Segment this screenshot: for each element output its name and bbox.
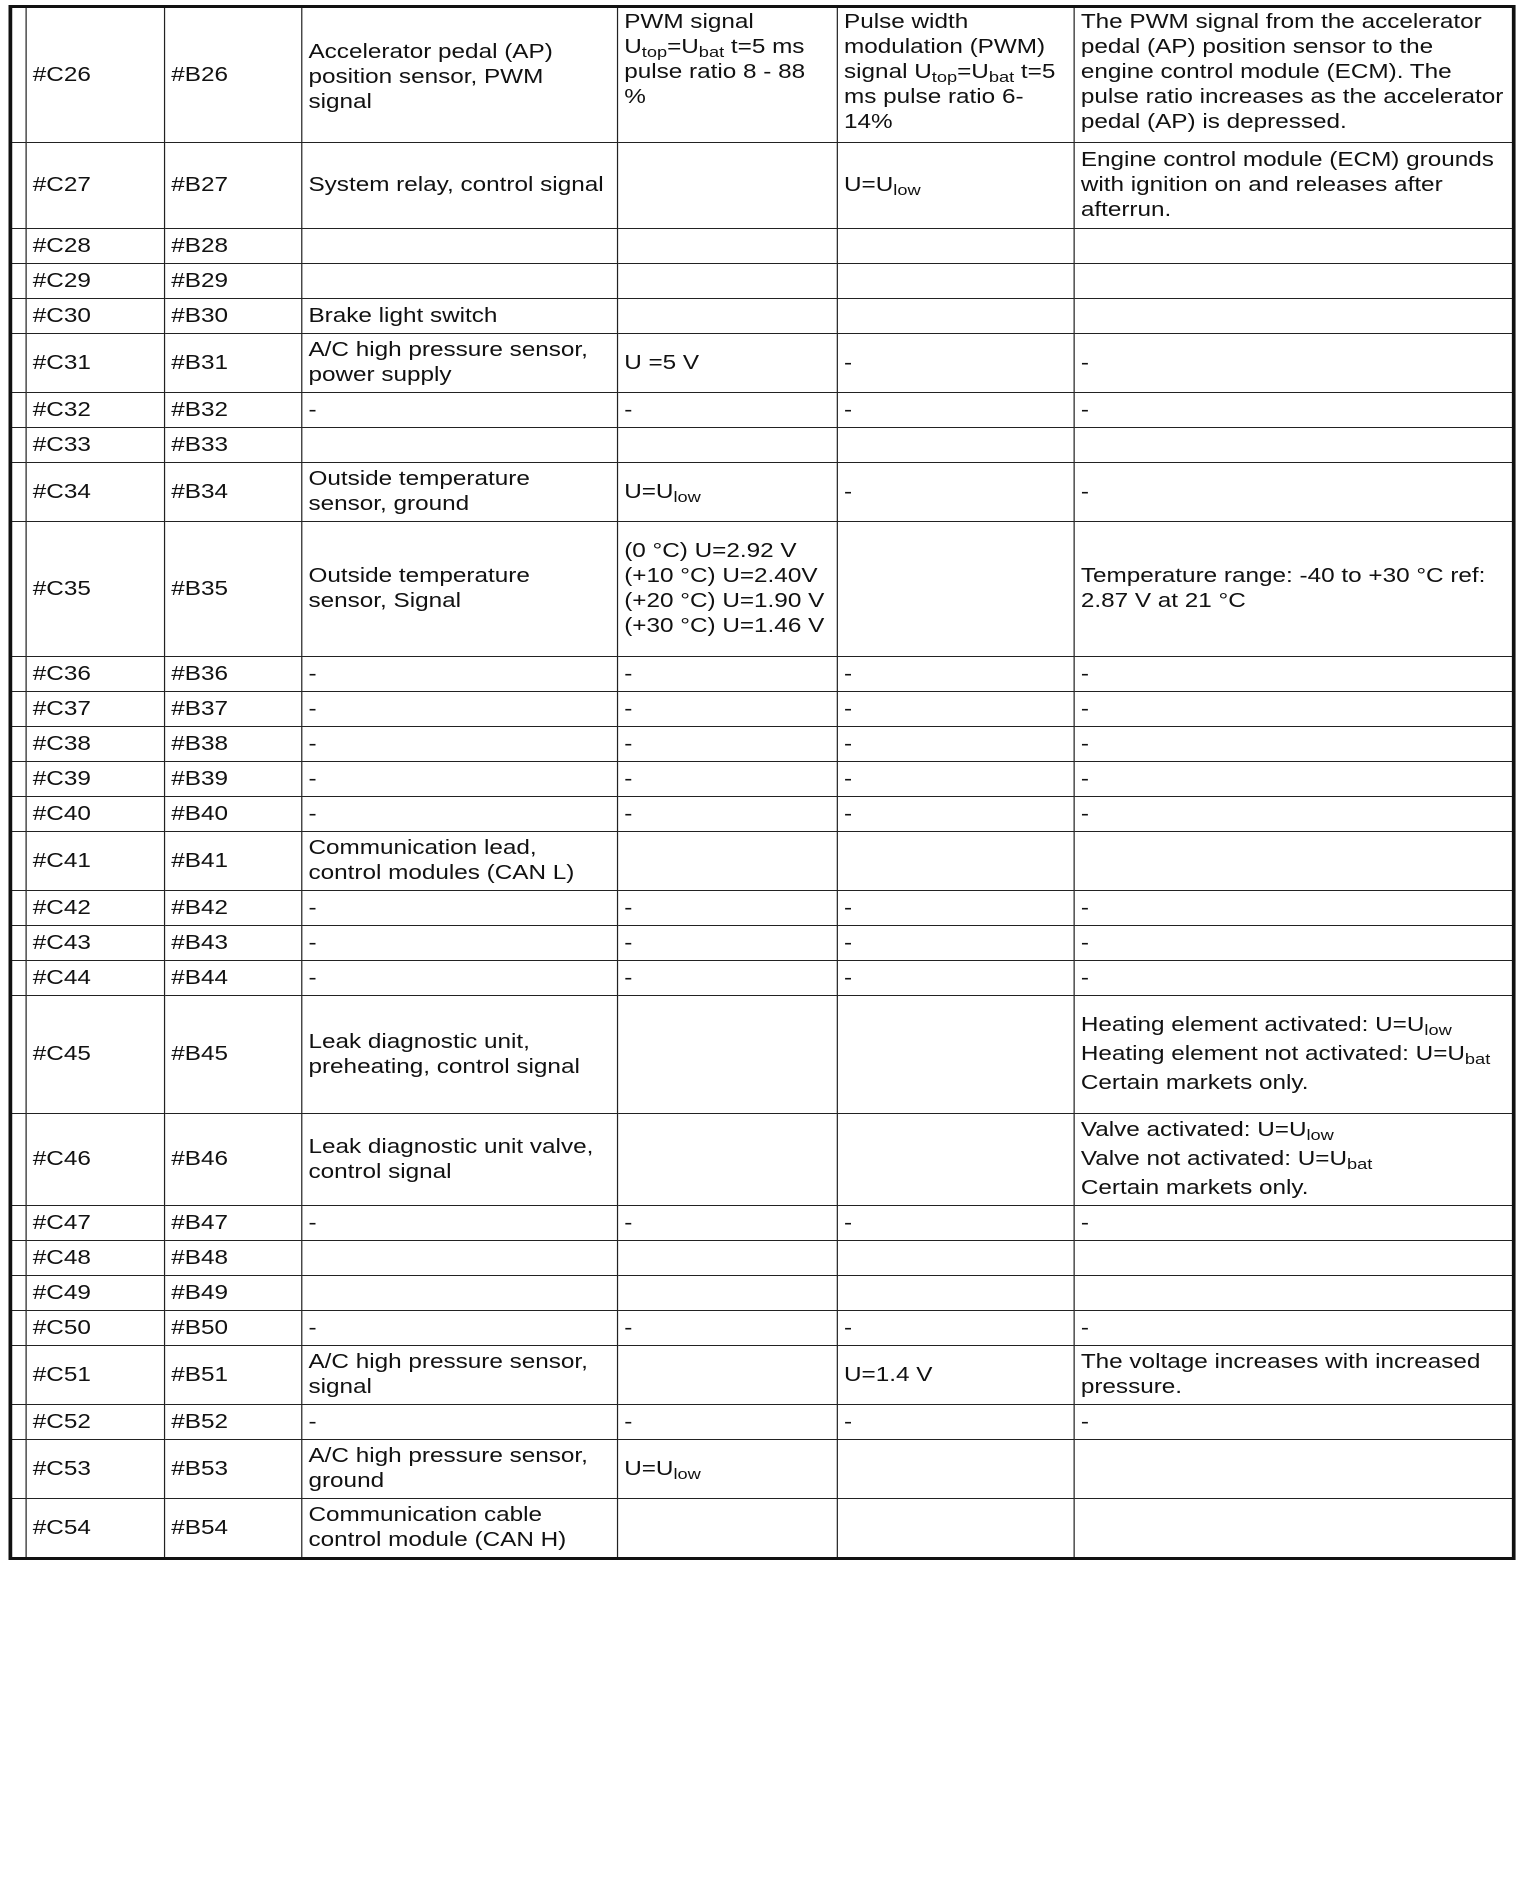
pin-b-cell: #B46 xyxy=(165,1114,302,1206)
table-row xyxy=(12,1499,1513,1558)
value-2-cell xyxy=(837,832,1074,891)
pin-b-cell: #B51 xyxy=(165,1346,302,1405)
description-cell: - xyxy=(302,727,618,762)
row-margin-cell xyxy=(12,996,27,1114)
description-cell: Communication lead, control modules (CAN L) xyxy=(302,832,618,891)
pin-b-cell: #B38 xyxy=(165,727,302,762)
table-row xyxy=(12,522,1513,657)
pin-b-cell: #B35 xyxy=(165,522,302,657)
pin-b-cell: #B26 xyxy=(165,8,302,143)
table-row xyxy=(12,264,1513,299)
remarks-cell xyxy=(1074,264,1512,299)
pin-c-cell: #C52 xyxy=(26,1405,164,1440)
value-2-cell: - xyxy=(837,727,1074,762)
value-1-cell xyxy=(618,1114,838,1206)
remarks-cell xyxy=(1074,299,1512,334)
table-row xyxy=(12,1405,1513,1440)
remarks-cell: - xyxy=(1074,1206,1512,1241)
description-cell: - xyxy=(302,926,618,961)
value-2-cell: U=1.4 V xyxy=(837,1346,1074,1405)
value-2-cell: - xyxy=(837,797,1074,832)
description-cell: - xyxy=(302,1311,618,1346)
remarks-cell xyxy=(1074,1499,1512,1558)
table-row xyxy=(12,1241,1513,1276)
description-cell: Accelerator pedal (AP) position sensor, PWM signal xyxy=(302,8,618,143)
pin-c-cell: #C43 xyxy=(26,926,164,961)
remarks-cell: The voltage increases with increased pressure. xyxy=(1074,1346,1512,1405)
value-1-cell xyxy=(618,1276,838,1311)
row-margin-cell xyxy=(12,143,27,229)
value-1-cell: - xyxy=(618,692,838,727)
pin-b-cell: #B29 xyxy=(165,264,302,299)
value-1-cell xyxy=(618,428,838,463)
pin-c-cell: #C47 xyxy=(26,1206,164,1241)
description-cell xyxy=(302,229,618,264)
pin-c-cell: #C39 xyxy=(26,762,164,797)
row-margin-cell xyxy=(12,428,27,463)
pin-b-cell: #B54 xyxy=(165,1499,302,1558)
row-margin-cell xyxy=(12,1440,27,1499)
value-2-cell: Pulse width modulation (PWM) signal $U_{top}=U_{bat}$ t=5 ms pulse ratio 6-14% xyxy=(837,8,1074,143)
value-1-cell xyxy=(618,143,838,229)
pin-c-cell: #C29 xyxy=(26,264,164,299)
value-1-cell xyxy=(618,1346,838,1405)
description-cell: - xyxy=(302,692,618,727)
pin-c-cell: #C48 xyxy=(26,1241,164,1276)
pin-c-cell: #C28 xyxy=(26,229,164,264)
table-row xyxy=(12,1346,1513,1405)
value-2-cell xyxy=(837,1241,1074,1276)
pin-c-cell: #C31 xyxy=(26,334,164,393)
table-row xyxy=(12,657,1513,692)
pinout-table-body xyxy=(12,8,1513,1558)
pin-b-cell: #B47 xyxy=(165,1206,302,1241)
remarks-cell: - xyxy=(1074,961,1512,996)
value-1-cell xyxy=(618,996,838,1114)
remarks-cell xyxy=(1074,428,1512,463)
value-1-cell xyxy=(618,299,838,334)
value-2-cell: - xyxy=(837,463,1074,522)
description-cell: - xyxy=(302,961,618,996)
remarks-cell xyxy=(1074,229,1512,264)
table-row xyxy=(12,393,1513,428)
pin-c-cell: #C35 xyxy=(26,522,164,657)
value-2-cell xyxy=(837,1276,1074,1311)
pin-b-cell: #B52 xyxy=(165,1405,302,1440)
pin-c-cell: #C45 xyxy=(26,996,164,1114)
pin-b-cell: #B42 xyxy=(165,891,302,926)
description-cell: Outside temperature sensor, ground xyxy=(302,463,618,522)
remarks-cell: - xyxy=(1074,463,1512,522)
remarks-cell: - xyxy=(1074,926,1512,961)
row-margin-cell xyxy=(12,926,27,961)
row-margin-cell xyxy=(12,522,27,657)
description-cell: Brake light switch xyxy=(302,299,618,334)
remarks-cell: - xyxy=(1074,762,1512,797)
remarks-cell: - xyxy=(1074,657,1512,692)
value-1-cell: - xyxy=(618,961,838,996)
value-1-cell: $U=U_{low}$ xyxy=(618,463,838,522)
value-1-cell: - xyxy=(618,393,838,428)
value-1-cell: - xyxy=(618,1405,838,1440)
value-2-cell xyxy=(837,1499,1074,1558)
pin-c-cell: #C40 xyxy=(26,797,164,832)
row-margin-cell xyxy=(12,1241,27,1276)
description-cell xyxy=(302,1241,618,1276)
pin-b-cell: #B43 xyxy=(165,926,302,961)
pin-c-cell: #C49 xyxy=(26,1276,164,1311)
value-2-cell: - xyxy=(837,1311,1074,1346)
row-margin-cell xyxy=(12,657,27,692)
description-cell: Leak diagnostic unit valve, control signal xyxy=(302,1114,618,1206)
pin-c-cell: #C26 xyxy=(26,8,164,143)
remarks-cell: Heating element activated: $U=U_{low}$ Heating element not activated: $U=U_{bat}$ Certain markets only. xyxy=(1074,996,1512,1114)
value-1-cell: PWM signal $U_{top}=U_{bat}$ t=5 ms pulse ratio 8 - 88 % xyxy=(618,8,838,143)
pin-b-cell: #B28 xyxy=(165,229,302,264)
value-2-cell xyxy=(837,264,1074,299)
value-2-cell: - xyxy=(837,657,1074,692)
value-2-cell: $U=U_{low}$ xyxy=(837,143,1074,229)
row-margin-cell xyxy=(12,299,27,334)
row-margin-cell xyxy=(12,692,27,727)
remarks-cell: - xyxy=(1074,692,1512,727)
table-row xyxy=(12,299,1513,334)
row-margin-cell xyxy=(12,891,27,926)
value-2-cell: - xyxy=(837,926,1074,961)
value-1-cell: U =5 V xyxy=(618,334,838,393)
remarks-cell: - xyxy=(1074,1311,1512,1346)
remarks-cell: The PWM signal from the accelerator pedal (AP) position sensor to the engine control module (ECM). The pulse ratio increases as the accelerator pedal (AP) is depressed. xyxy=(1074,8,1512,143)
pin-c-cell: #C36 xyxy=(26,657,164,692)
pin-b-cell: #B53 xyxy=(165,1440,302,1499)
value-1-cell xyxy=(618,264,838,299)
pin-c-cell: #C41 xyxy=(26,832,164,891)
row-margin-cell xyxy=(12,1311,27,1346)
value-1-cell: - xyxy=(618,891,838,926)
value-2-cell: - xyxy=(837,762,1074,797)
table-row xyxy=(12,926,1513,961)
value-1-cell xyxy=(618,1241,838,1276)
pin-b-cell: #B34 xyxy=(165,463,302,522)
value-2-cell: - xyxy=(837,961,1074,996)
value-2-cell: - xyxy=(837,1206,1074,1241)
value-2-cell: - xyxy=(837,1405,1074,1440)
value-1-cell: - xyxy=(618,1206,838,1241)
table-row xyxy=(12,996,1513,1114)
table-row xyxy=(12,1276,1513,1311)
pin-b-cell: #B30 xyxy=(165,299,302,334)
remarks-cell xyxy=(1074,1241,1512,1276)
remarks-cell xyxy=(1074,1440,1512,1499)
value-1-cell: (0 °C) U=2.92 V (+10 °C) U=2.40V (+20 °C) U=1.90 V (+30 °C) U=1.46 V xyxy=(618,522,838,657)
value-1-cell: - xyxy=(618,657,838,692)
pin-c-cell: #C33 xyxy=(26,428,164,463)
row-margin-cell xyxy=(12,762,27,797)
value-2-cell xyxy=(837,1440,1074,1499)
pin-b-cell: #B27 xyxy=(165,143,302,229)
value-1-cell: $U=U_{low}$ xyxy=(618,1440,838,1499)
table-row xyxy=(12,1311,1513,1346)
pin-b-cell: #B33 xyxy=(165,428,302,463)
pin-b-cell: #B41 xyxy=(165,832,302,891)
pin-c-cell: #C51 xyxy=(26,1346,164,1405)
remarks-cell: Temperature range: -40 to +30 °C ref: 2.87 V at 21 °C xyxy=(1074,522,1512,657)
description-cell: - xyxy=(302,797,618,832)
description-cell: - xyxy=(302,1206,618,1241)
table-row xyxy=(12,428,1513,463)
table-row xyxy=(12,891,1513,926)
pin-b-cell: #B32 xyxy=(165,393,302,428)
pin-b-cell: #B31 xyxy=(165,334,302,393)
row-margin-cell xyxy=(12,1499,27,1558)
value-1-cell: - xyxy=(618,797,838,832)
pin-c-cell: #C37 xyxy=(26,692,164,727)
remarks-cell: - xyxy=(1074,797,1512,832)
row-margin-cell xyxy=(12,1346,27,1405)
description-cell: A/C high pressure sensor, signal xyxy=(302,1346,618,1405)
description-cell: - xyxy=(302,1405,618,1440)
table-row xyxy=(12,1206,1513,1241)
value-2-cell xyxy=(837,1114,1074,1206)
row-margin-cell xyxy=(12,393,27,428)
pin-c-cell: #C32 xyxy=(26,393,164,428)
pin-b-cell: #B39 xyxy=(165,762,302,797)
row-margin-cell xyxy=(12,334,27,393)
value-1-cell: - xyxy=(618,1311,838,1346)
pin-c-cell: #C54 xyxy=(26,1499,164,1558)
table-row xyxy=(12,8,1513,143)
pin-c-cell: #C50 xyxy=(26,1311,164,1346)
row-margin-cell xyxy=(12,1276,27,1311)
row-margin-cell xyxy=(12,264,27,299)
remarks-cell: - xyxy=(1074,1405,1512,1440)
row-margin-cell xyxy=(12,8,27,143)
value-2-cell xyxy=(837,522,1074,657)
table-row xyxy=(12,1440,1513,1499)
value-1-cell xyxy=(618,1499,838,1558)
table-row xyxy=(12,762,1513,797)
pin-b-cell: #B36 xyxy=(165,657,302,692)
pin-c-cell: #C44 xyxy=(26,961,164,996)
value-2-cell: - xyxy=(837,334,1074,393)
table-row xyxy=(12,832,1513,891)
remarks-cell: - xyxy=(1074,891,1512,926)
table-row xyxy=(12,463,1513,522)
row-margin-cell xyxy=(12,1405,27,1440)
description-cell: Outside temperature sensor, Signal xyxy=(302,522,618,657)
row-margin-cell xyxy=(12,229,27,264)
description-cell xyxy=(302,1276,618,1311)
pin-b-cell: #B48 xyxy=(165,1241,302,1276)
pin-c-cell: #C46 xyxy=(26,1114,164,1206)
pin-c-cell: #C34 xyxy=(26,463,164,522)
table-row xyxy=(12,692,1513,727)
value-1-cell: - xyxy=(618,727,838,762)
remarks-cell xyxy=(1074,1276,1512,1311)
value-2-cell xyxy=(837,428,1074,463)
value-2-cell xyxy=(837,299,1074,334)
remarks-cell: - xyxy=(1074,727,1512,762)
description-cell: Communication cable control module (CAN H) xyxy=(302,1499,618,1558)
remarks-cell: Valve activated: $U=U_{low}$ Valve not activated: $U=U_{bat}$ Certain markets only. xyxy=(1074,1114,1512,1206)
pin-c-cell: #C38 xyxy=(26,727,164,762)
value-2-cell: - xyxy=(837,692,1074,727)
row-margin-cell xyxy=(12,1114,27,1206)
pin-c-cell: #C30 xyxy=(26,299,164,334)
pin-b-cell: #B40 xyxy=(165,797,302,832)
remarks-cell: - xyxy=(1074,393,1512,428)
pin-b-cell: #B50 xyxy=(165,1311,302,1346)
value-2-cell: - xyxy=(837,891,1074,926)
value-2-cell xyxy=(837,229,1074,264)
table-row xyxy=(12,797,1513,832)
value-2-cell xyxy=(837,996,1074,1114)
pin-c-cell: #C27 xyxy=(26,143,164,229)
row-margin-cell xyxy=(12,1206,27,1241)
description-cell xyxy=(302,428,618,463)
row-margin-cell xyxy=(12,961,27,996)
table-row xyxy=(12,229,1513,264)
pin-c-cell: #C42 xyxy=(26,891,164,926)
table-row xyxy=(12,334,1513,393)
pinout-table xyxy=(11,7,1513,1558)
table-row xyxy=(12,143,1513,229)
pin-b-cell: #B45 xyxy=(165,996,302,1114)
description-cell: - xyxy=(302,393,618,428)
value-1-cell xyxy=(618,229,838,264)
description-cell xyxy=(302,264,618,299)
value-1-cell: - xyxy=(618,926,838,961)
value-1-cell: - xyxy=(618,762,838,797)
description-cell: - xyxy=(302,657,618,692)
table-row xyxy=(12,961,1513,996)
value-1-cell xyxy=(618,832,838,891)
table-row xyxy=(12,1114,1513,1206)
row-margin-cell xyxy=(12,832,27,891)
description-cell: - xyxy=(302,762,618,797)
remarks-cell: Engine control module (ECM) grounds with ignition on and releases after afterrun. xyxy=(1074,143,1512,229)
remarks-cell xyxy=(1074,832,1512,891)
row-margin-cell xyxy=(12,463,27,522)
row-margin-cell xyxy=(12,727,27,762)
pin-b-cell: #B44 xyxy=(165,961,302,996)
description-cell: System relay, control signal xyxy=(302,143,618,229)
description-cell: Leak diagnostic unit, preheating, control signal xyxy=(302,996,618,1114)
row-margin-cell xyxy=(12,797,27,832)
pin-b-cell: #B49 xyxy=(165,1276,302,1311)
description-cell: A/C high pressure sensor, ground xyxy=(302,1440,618,1499)
description-cell: - xyxy=(302,891,618,926)
value-2-cell: - xyxy=(837,393,1074,428)
description-cell: A/C high pressure sensor, power supply xyxy=(302,334,618,393)
pin-b-cell: #B37 xyxy=(165,692,302,727)
pin-c-cell: #C53 xyxy=(26,1440,164,1499)
table-row xyxy=(12,727,1513,762)
remarks-cell: - xyxy=(1074,334,1512,393)
